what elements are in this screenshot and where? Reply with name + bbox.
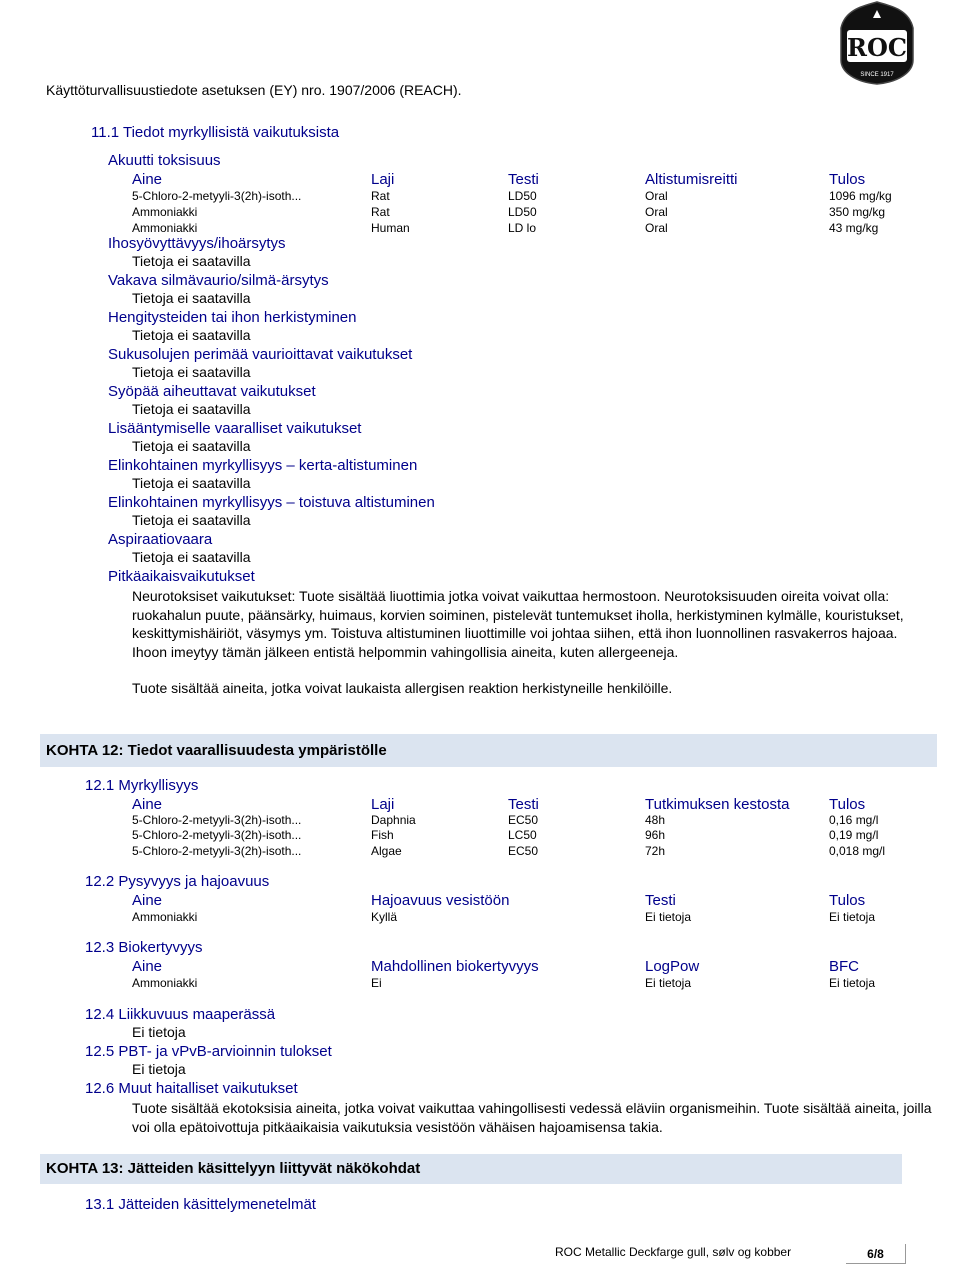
acute-cell: LD50 xyxy=(508,205,537,219)
bio-header: Aine xyxy=(132,958,163,975)
subsection-12-2-title: 12.2 Pysyvyys ja hajoavuus xyxy=(85,873,270,890)
hazard-value: Tietoja ei saatavilla xyxy=(132,512,251,528)
acute-cell: Oral xyxy=(645,189,668,203)
tox-cell: 72h xyxy=(645,844,666,858)
acute-cell: Oral xyxy=(645,205,668,219)
logo-since: SINCE 1917 xyxy=(860,72,894,78)
acute-toxicity-title: Akuutti toksisuus xyxy=(108,152,221,169)
other-effects-text: Tuote sisältää ekotoksisia aineita, jotka voivat vaikuttaa vahingollisesti vedessä eläviin organismeihin. Tuote sisältää aineita, joilla voi olla epätoivottuja pitkäaikaisia vaikutuksia vesistöön vähäisen hajoamisensa takia. xyxy=(132,1100,932,1135)
bio-header: LogPow xyxy=(645,958,700,975)
regulation-header: Käyttöturvallisuustiedote asetuksen (EY) nro. 1907/2006 (REACH). xyxy=(46,82,462,98)
acute-cell: Ammoniakki xyxy=(132,205,198,219)
degr-header: Testi xyxy=(645,892,676,909)
hazard-title: Syöpää aiheuttavat vaikutukset xyxy=(108,383,316,400)
degr-header: Tulos xyxy=(829,892,866,909)
tox-cell: 0,018 mg/l xyxy=(829,844,886,858)
hazard-title: Vakava silmävaurio/silmä-ärsytys xyxy=(108,272,329,289)
bio-cell: Ei tietoja xyxy=(829,976,876,990)
acute-cell: Ammoniakki xyxy=(132,221,198,235)
section-13-header: KOHTA 13: Jätteiden käsittelyyn liittyvät näkökohdat xyxy=(40,1154,902,1184)
tox-cell: 0,16 mg/l xyxy=(829,813,879,827)
chronic-effects-text: Neurotoksiset vaikutukset: Tuote sisältää liuottimia jotka voivat vaikuttaa hermostoon. Neurotoksisuuden oireita voivat olla: ruokahalun puute, päänsärky, huimaus, korvien soiminen, pistelevät tuntemukset iholla, herkistyminen kylmälle, kouristukset, keskittymishäiriöt, väsymys ym. Toistuva altistuminen liuottimille voi johtaa siihen, että ihon luonnollinen rasvakerros hajoaa. Ihoon imeytyy tämän jälkeen entistä helpommin vahingollisia aineita, kuten allergeeneja. xyxy=(132,588,904,660)
logo-text: ROC xyxy=(847,33,907,62)
hazard-value: Tietoja ei saatavilla xyxy=(132,549,251,565)
degr-header: Hajoavuus vesistöön xyxy=(371,892,510,909)
subsection-12-4-title: 12.4 Liikkuvuus maaperässä xyxy=(85,1006,276,1023)
hazard-title: Lisääntymiselle vaaralliset vaikutukset xyxy=(108,420,362,437)
section-11-1-title: 11.1 Tiedot myrkyllisistä vaikutuksista xyxy=(91,124,340,141)
tox-header: Testi xyxy=(508,796,539,813)
acute-cell: Oral xyxy=(645,221,668,235)
degr-header: Aine xyxy=(132,892,163,909)
tox-cell: 5-Chloro-2-metyyli-3(2h)-isoth... xyxy=(132,828,302,842)
mobility-value: Ei tietoja xyxy=(132,1024,186,1040)
subsection-12-3-title: 12.3 Biokertyvyys xyxy=(85,939,203,956)
acute-header-result: Tulos xyxy=(829,171,866,188)
roc-logo xyxy=(837,0,917,86)
acute-header-route: Altistumisreitti xyxy=(645,171,738,188)
hazard-value: Tietoja ei saatavilla xyxy=(132,401,251,417)
hazard-title: Elinkohtainen myrkyllisyys – toistuva altistuminen xyxy=(108,494,435,511)
pbt-value: Ei tietoja xyxy=(132,1061,186,1077)
hazard-value: Tietoja ei saatavilla xyxy=(132,438,251,454)
tox-cell: 0,19 mg/l xyxy=(829,828,879,842)
tox-cell: 5-Chloro-2-metyyli-3(2h)-isoth... xyxy=(132,844,302,858)
tox-header: Tutkimuksen kestosta xyxy=(645,796,790,813)
degr-cell: Ei tietoja xyxy=(829,910,876,924)
section-12-header: KOHTA 12: Tiedot vaarallisuudesta ympäristölle xyxy=(40,734,937,767)
subsection-13-1-title: 13.1 Jätteiden käsittelymenetelmät xyxy=(85,1196,316,1213)
degr-cell: Ammoniakki xyxy=(132,910,198,924)
acute-cell: LD lo xyxy=(508,221,537,235)
acute-cell: Rat xyxy=(371,205,390,219)
tox-header: Tulos xyxy=(829,796,866,813)
tox-header: Laji xyxy=(371,796,395,813)
acute-cell: 43 mg/kg xyxy=(829,221,879,235)
hazard-title: Hengitysteiden tai ihon herkistyminen xyxy=(108,309,357,326)
subsection-12-6-title: 12.6 Muut haitalliset vaikutukset xyxy=(85,1080,298,1097)
hazard-title: Elinkohtainen myrkyllisyys – kerta-altistuminen xyxy=(108,457,418,474)
hazard-value: Tietoja ei saatavilla xyxy=(132,327,251,343)
acute-header-test: Testi xyxy=(508,171,539,188)
bio-header: Mahdollinen biokertyvyys xyxy=(371,958,539,975)
tox-cell: Daphnia xyxy=(371,813,416,827)
hazard-value: Tietoja ei saatavilla xyxy=(132,290,251,306)
tox-cell: Fish xyxy=(371,828,394,842)
acute-cell: 350 mg/kg xyxy=(829,205,886,219)
bio-cell: Ei xyxy=(371,976,382,990)
acute-header-substance: Aine xyxy=(132,171,163,188)
bio-cell: Ei tietoja xyxy=(645,976,692,990)
page-number: 6/8 xyxy=(846,1244,906,1264)
tox-cell: 96h xyxy=(645,828,666,842)
hazard-title: Sukusolujen perimää vaurioittavat vaikutukset xyxy=(108,346,413,363)
allergy-text: Tuote sisältää aineita, jotka voivat laukaista allergisen reaktion herkistyneille henkilöille. xyxy=(132,680,673,696)
tox-cell: 5-Chloro-2-metyyli-3(2h)-isoth... xyxy=(132,813,302,827)
tox-cell: LC50 xyxy=(508,828,537,842)
acute-cell: 1096 mg/kg xyxy=(829,189,892,203)
acute-cell: Human xyxy=(371,221,410,235)
acute-cell: Rat xyxy=(371,189,390,203)
hazard-title: Ihosyövyttävyys/ihoärsytys xyxy=(108,235,286,252)
hazard-value: Tietoja ei saatavilla xyxy=(132,253,251,269)
tox-cell: 48h xyxy=(645,813,666,827)
hazard-value: Tietoja ei saatavilla xyxy=(132,364,251,380)
hazard-title: Aspiraatiovaara xyxy=(108,531,213,548)
acute-cell: 5-Chloro-2-metyyli-3(2h)-isoth... xyxy=(132,189,302,203)
subsection-12-5-title: 12.5 PBT- ja vPvB-arvioinnin tulokset xyxy=(85,1043,332,1060)
tox-cell: EC50 xyxy=(508,844,539,858)
bio-header: BFC xyxy=(829,958,859,975)
acute-header-species: Laji xyxy=(371,171,395,188)
degr-cell: Ei tietoja xyxy=(645,910,692,924)
tox-cell: Algae xyxy=(371,844,402,858)
subsection-12-1-title: 12.1 Myrkyllisyys xyxy=(85,777,199,794)
footer-product-name: ROC Metallic Deckfarge gull, sølv og kobber xyxy=(555,1245,792,1259)
tox-cell: EC50 xyxy=(508,813,539,827)
degr-cell: Kyllä xyxy=(371,910,398,924)
acute-cell: LD50 xyxy=(508,189,537,203)
hazard-value: Tietoja ei saatavilla xyxy=(132,475,251,491)
bio-cell: Ammoniakki xyxy=(132,976,198,990)
chronic-effects-title: Pitkäaikaisvaikutukset xyxy=(108,568,255,585)
tox-header: Aine xyxy=(132,796,163,813)
